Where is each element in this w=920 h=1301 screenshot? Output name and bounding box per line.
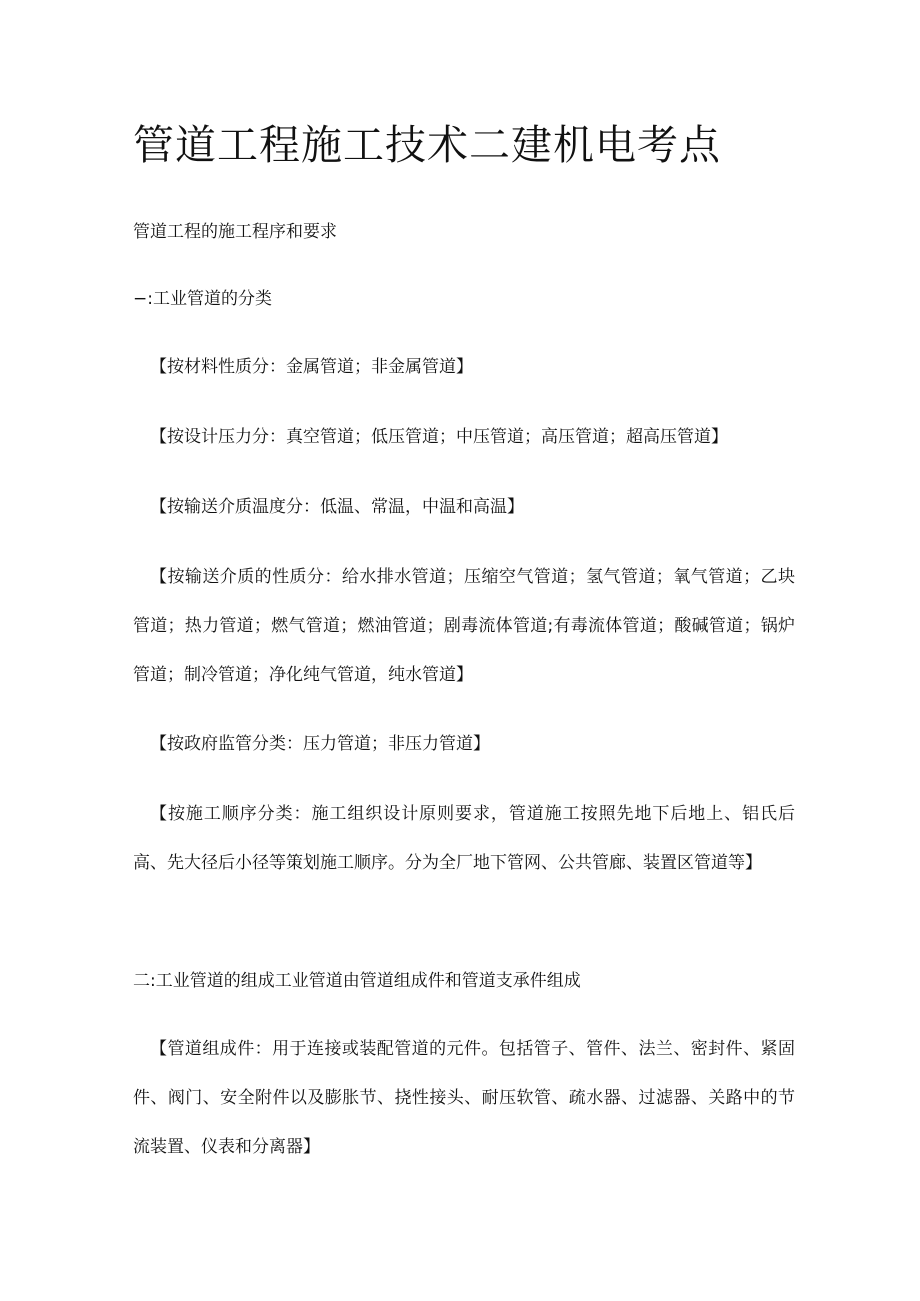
section-2-heading: 二:工业管道的组成工业管道由管道组成件和管道支承件组成 [133,971,581,991]
section-1-item-material: 【按材料性质分：金属管道；非金属管道】 [150,357,473,377]
section-1-item-regulation: 【按政府监管分类：压力管道；非压力管道】 [150,734,490,754]
document-subtitle: 管道工程的施工程序和要求 [133,222,337,242]
section-1-item-temperature: 【按输送介质温度分：低温、常温，中温和高温】 [150,497,524,517]
section-1-item-construction-order: 【按施工顺序分类：施工组织设计原则要求，管道施工按照先地下后地上、铝氏后高、先大径后小径等策划施工顺序。分为全厂地下管网、公共管廊、装置区管道等】 [133,804,795,873]
document-title: 管道工程施工技术二建机电考点 [133,121,721,169]
section-2-item-components: 【管道组成件：用于连接或装配管道的元件。包括管子、管件、法兰、密封件、紧固件、阀门、安全附件以及膨胀节、挠性接头、耐压软管、疏水器、过滤器、关路中的节流装置、仪表和分离器】 [133,1039,795,1157]
section-1-heading: −:工业管道的分类 [133,289,272,309]
section-1-item-pressure: 【按设计压力分：真空管道；低压管道；中压管道；高压管道；超高压管道】 [150,427,728,447]
section-1-item-medium: 【按输送介质的性质分：给水排水管道；压缩空气管道；氢气管道；氧气管道；乙块管道；热力管道；燃气管道；燃油管道；剧毒流体管道;有毒流体管道；酸碱管道；锅炉管道；制冷管道；净化纯气管道，纯水管道】 [133,567,795,685]
